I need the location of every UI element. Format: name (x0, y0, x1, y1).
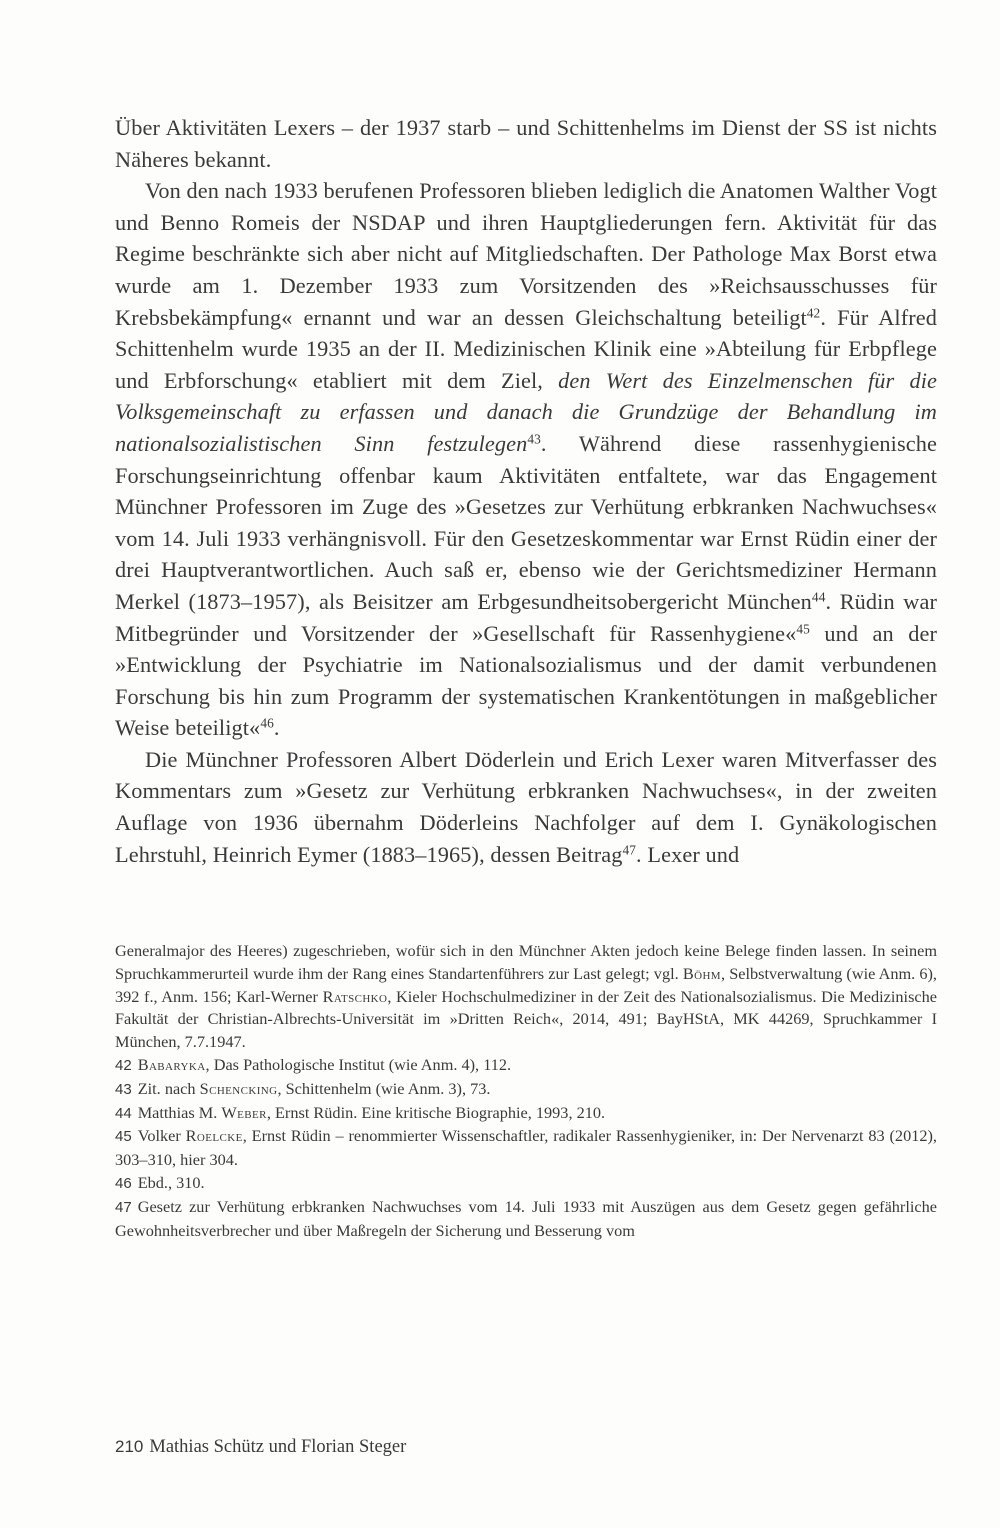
footnote-number: 47 (115, 1198, 132, 1216)
footnote-47 (115, 1196, 937, 1243)
footnote-text: , Ernst Rüdin. Eine kritische Biographie, 1993, 210. (266, 1102, 606, 1122)
footnote-number: 45 (115, 1128, 132, 1146)
footnote-43 (115, 1078, 937, 1102)
running-footer-authors: Mathias Schütz und Florian Steger (149, 1437, 407, 1457)
footnote-ref-46[interactable]: 46 (260, 715, 274, 731)
footnote-text: , Ernst Rüdin – renommierter Wissenschaftler, radikaler Rassenhygieniker, in: Der Nervenarzt 83 (2012), 303–310, hier 304. (115, 1126, 937, 1170)
footnote-ref-47[interactable]: 47 (622, 842, 637, 858)
paragraph-3-text-a: Die Münchner Professoren Albert Döderlein und Erich Lexer waren Mitverfasser des Kommentars zum »Gesetz zur Verhütung erbkranken Nachwuchses«, in der zweiten Auflage von 1936 übernahm Döderleins Nachfolger auf dem I. Gynäkologischen Lehrstuhl, Heinrich Eymer (1883–1965), dessen Beitrag (115, 746, 937, 867)
footnote-text: Gesetz zur Verhütung erbkranken Nachwuchses vom 14. Juli 1933 mit Auszügen aus dem Gesetz gegen gefährliche Gewohnheitsverbrecher und über Maßregeln der Sicherung und Besserung vom (115, 1196, 937, 1240)
footnote-number: 42 (115, 1056, 132, 1074)
author-name: Babaryka (137, 1054, 206, 1074)
author-name: Böhm (682, 963, 721, 983)
paragraph-2-text-a: Von den nach 1933 berufenen Professoren blieben lediglich die Anatomen Walther Vogt und Benno Romeis der NSDAP und ihren Hauptgliederungen fern. Aktivität für das Regime beschränkte sich aber nicht auf Mitgliedschaften. Der Pathologe Max Borst etwa wurde am 1. Dezember 1933 zum Vorsitzenden des »Reichsausschusses für Krebsbekämpfung« ernannt und war an dessen Gleichschaltung beteiligt (115, 178, 937, 330)
footnote-text: , Das Pathologische Institut (wie Anm. 4), 112. (205, 1054, 512, 1074)
footnote-text: , Schittenhelm (wie Anm. 3), 73. (277, 1078, 491, 1098)
author-name: Ratschko (322, 986, 388, 1006)
footnote-text: , Kieler Hochschulmediziner in der Zeit des Nationalsozialismus. Die Medizinische Fakultät der Christian-Albrechts-Universität im »Dritten Reich«, 2014, 491; BayHStA, MK 44269, Spruchkammer I München, 7.7.1947. (115, 986, 938, 1052)
footnote-text: , Selbstverwaltung (wie Anm. 6), 392 f., Anm. 156; Karl-Werner (115, 963, 937, 1006)
footnote-ref-43[interactable]: 43 (527, 431, 541, 447)
footnote-number: 43 (115, 1080, 132, 1098)
paragraph-3-text-b: . Lexer und (636, 841, 740, 867)
paragraph-2-text-e: und an der »Entwicklung der Psychiatrie im Nationalsozialismus und der damit verbundenen Forschung bis hin zum Programm der systematischen Krankentötungen in maßgeblicher Weise beteiligt« (115, 620, 937, 741)
footnote-ref-42[interactable]: 42 (806, 305, 821, 321)
paragraph-2 (115, 175, 937, 744)
footnotes (115, 940, 937, 1242)
footnote-text: Volker (137, 1126, 186, 1146)
quotation: den Wert des Einzelmenschen für die Volksgemeinschaft zu erfassen und danach die Grundzüge der Behandlung im nationalsozialistischen Sinn festzulegen (115, 367, 937, 456)
footnote-44 (115, 1102, 937, 1126)
footnote-text: Generalmajor des Heeres) zugeschrieben, wofür sich in den Münchner Akten jedoch keine Belege finden lassen. In seinem Spruchkammerurteil wurde ihm der Rang eines Standartenführers zur Last gelegt; vgl. (115, 941, 937, 983)
footnote-text: Ebd., 310. (137, 1172, 205, 1192)
footnote-number: 44 (115, 1104, 132, 1122)
footnote-number: 46 (115, 1174, 132, 1192)
author-name: Weber (221, 1102, 267, 1122)
paragraph-2-text-f: . (273, 715, 280, 741)
footnote-42 (115, 1054, 937, 1078)
author-name: Schencking (199, 1078, 278, 1098)
author-name: Roelcke (185, 1126, 243, 1146)
paragraph-1 (115, 112, 937, 175)
paragraph-1-text: Über Aktivitäten Lexers – der 1937 starb – und Schittenhelms im Dienst der SS ist nichts Näheres bekannt. (115, 115, 937, 172)
main-text (115, 112, 937, 870)
paragraph-3 (115, 744, 937, 870)
footnote-text: Matthias M. (137, 1102, 222, 1122)
footnote-text: Zit. nach (137, 1078, 200, 1098)
footnote-ref-44[interactable]: 44 (811, 589, 826, 605)
footnote-ref-45[interactable]: 45 (796, 621, 810, 637)
footnote-46 (115, 1172, 937, 1196)
footnote-45 (115, 1125, 937, 1172)
paragraph-2-text-b: . Für Alfred Schittenhelm wurde 1935 an der II. Medizinischen Klinik eine »Abteilung für Erbpflege und Erbforschung« etabliert mit dem Ziel, (115, 304, 938, 393)
page-number: 210 (115, 1437, 144, 1456)
paragraph-2-text-c: . Während diese rassenhygienische Forschungseinrichtung offenbar kaum Aktivitäten entfaltete, war das Engagement Münchner Professoren im Zuge des »Gesetzes zur Verhütung erbkranken Nachwuchses« vom 14. Juli 1933 verhängnisvoll. Für den Gesetzeskommentar war Ernst Rüdin einer der drei Hauptverantwortlichen. Auch saß er, ebenso wie der Gerichtsmediziner Hermann Merkel (1873–1957), als Beisitzer am Erbgesundheitsobergericht München (115, 430, 937, 614)
footnote-continuation (115, 940, 937, 1054)
running-footer (115, 1435, 406, 1459)
paragraph-2-text-d: . Rüdin war Mitbegründer und Vorsitzender der »Gesellschaft für Rassenhygiene« (115, 588, 937, 646)
